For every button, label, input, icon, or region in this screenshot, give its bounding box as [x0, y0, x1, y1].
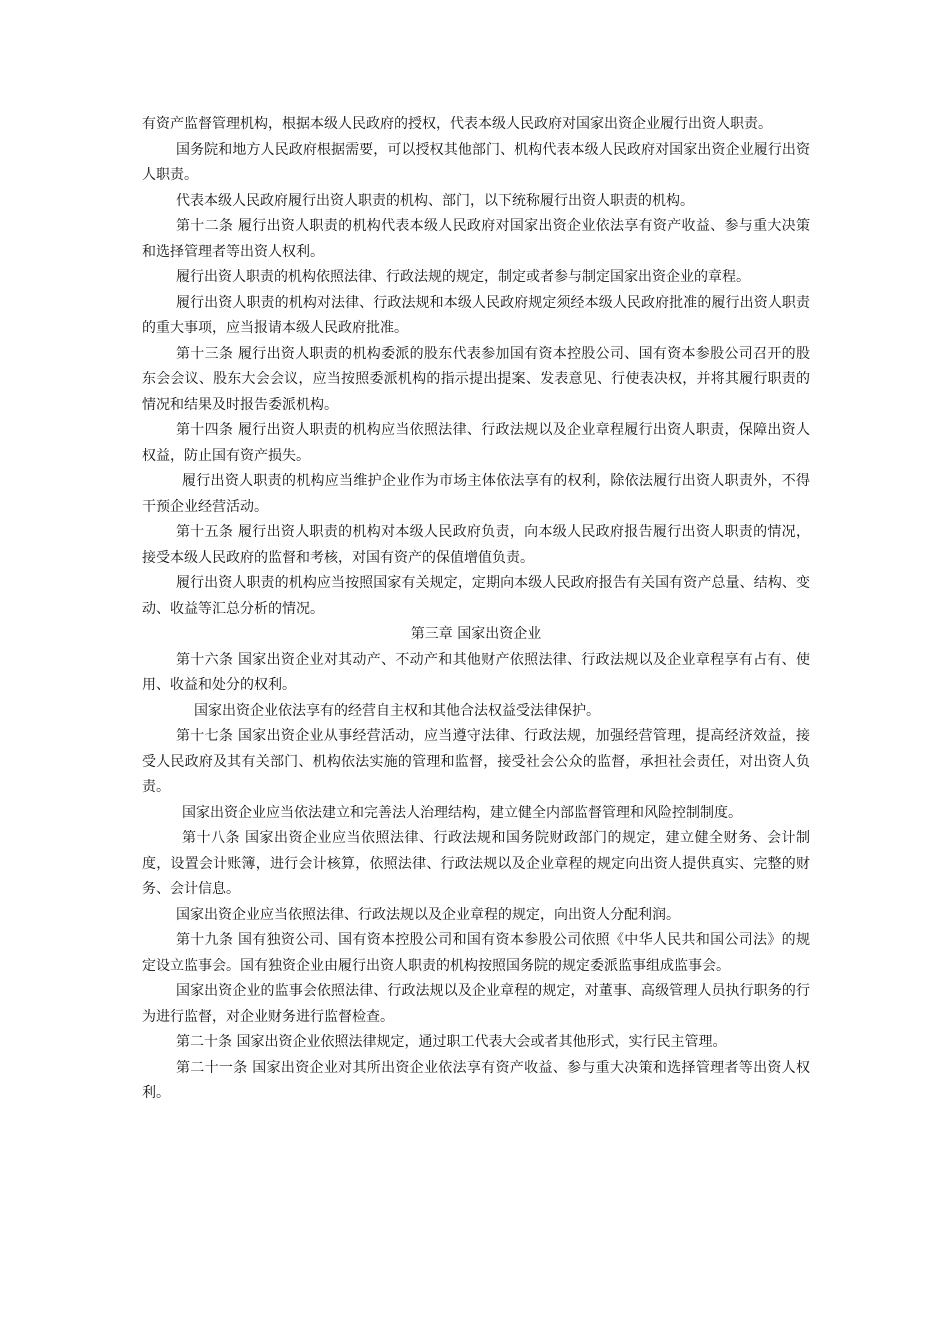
article-21: 第二十一条 国家出资企业对其所出资企业依法享有资产收益、参与重大决策和选择管理者等出资人权利。 [142, 1059, 810, 1101]
paragraph: 国务院和地方人民政府根据需要，可以授权其他部门、机构代表本级人民政府对国家出资企业履行出资人职责。 [142, 141, 810, 183]
paragraph: 国家出资企业的监事会依照法律、行政法规以及企业章程的规定，对董事、高级管理人员执行职务的行为进行监督，对企业财务进行监督检查。 [142, 983, 810, 1025]
article-16: 第十六条 国家出资企业对其动产、不动产和其他财产依照法律、行政法规以及企业章程享有占有、使用、收益和处分的权利。 [142, 651, 810, 693]
paragraph: 国家出资企业应当依照法律、行政法规以及企业章程的规定，向出资人分配利润。 [176, 906, 680, 923]
article-15: 第十五条 履行出资人职责的机构对本级人民政府负责，向本级人民政府报告履行出资人职责的情况，接受本级人民政府的监督和考核，对国有资产的保值增值负责。 [142, 524, 810, 566]
article-12: 第十二条 履行出资人职责的机构代表本级人民政府对国家出资企业依法享有资产收益、参与重大决策和选择管理者等出资人权利。 [142, 218, 810, 260]
article-17: 第十七条 国家出资企业从事经营活动，应当遵守法律、行政法规，加强经营管理，提高经济效益，接受人民政府及其有关部门、机构依法实施的管理和监督，接受社会公众的监督，承担社会责任，对出资人负责。 [142, 728, 810, 795]
paragraph: 国家出资企业应当依法建立和完善法人治理结构，建立健全内部监督管理和风险控制制度。 [182, 804, 742, 821]
article-19: 第十九条 国有独资公司、国有资本控股公司和国有资本参股公司依照《中华人民共和国公司法》的规定设立监事会。国有独资企业由履行出资人职责的机构按照国务院的规定委派监事组成监事会。 [142, 932, 810, 974]
article-20: 第二十条 国家出资企业依照法律规定，通过职工代表大会或者其他形式，实行民主管理。 [176, 1034, 727, 1050]
paragraph: 代表本级人民政府履行出资人职责的机构、部门，以下统称履行出资人职责的机构。 [176, 192, 694, 209]
paragraph: 履行出资人职责的机构应当维护企业作为市场主体依法享有的权利，除依法履行出资人职责外，不得干预企业经营活动。 [142, 473, 810, 515]
paragraph: 国家出资企业依法享有的经营自主权和其他合法权益受法律保护。 [194, 702, 600, 719]
article-13: 第十三条 履行出资人职责的机构委派的股东代表参加国有资本控股公司、国有资本参股公司召开的股东会会议、股东大会会议，应当按照委派机构的指示提出提案、发表意见、行使表决权，并将其履行职责的情况和结果及时报告委派机构。 [142, 345, 810, 413]
article-14: 第十四条 履行出资人职责的机构应当依照法律、行政法规以及企业章程履行出资人职责，保障出资人权益，防止国有资产损失。 [142, 422, 810, 464]
paragraph: 履行出资人职责的机构应当按照国家有关规定，定期向本级人民政府报告有关国有资产总量、结构、变动、收益等汇总分析的情况。 [142, 575, 810, 617]
chapter-heading: 第三章 国家出资企业 [410, 626, 542, 642]
paragraph: 有资产监督管理机构，根据本级人民政府的授权，代表本级人民政府对国家出资企业履行出资人职责。 [142, 116, 772, 132]
document-body [142, 112, 810, 1107]
paragraph: 履行出资人职责的机构依照法律、行政法规的规定，制定或者参与制定国家出资企业的章程。 [176, 269, 750, 285]
article-18: 第十八条 国家出资企业应当依照法律、行政法规和国务院财政部门的规定，建立健全财务、会计制度，设置会计账簿，进行会计核算，依照法律、行政法规以及企业章程的规定向出资人提供真实、完整的财务、会计信息。 [142, 830, 810, 897]
paragraph: 履行出资人职责的机构对法律、行政法规和本级人民政府规定须经本级人民政府批准的履行出资人职责的重大事项，应当报请本级人民政府批准。 [142, 294, 810, 336]
